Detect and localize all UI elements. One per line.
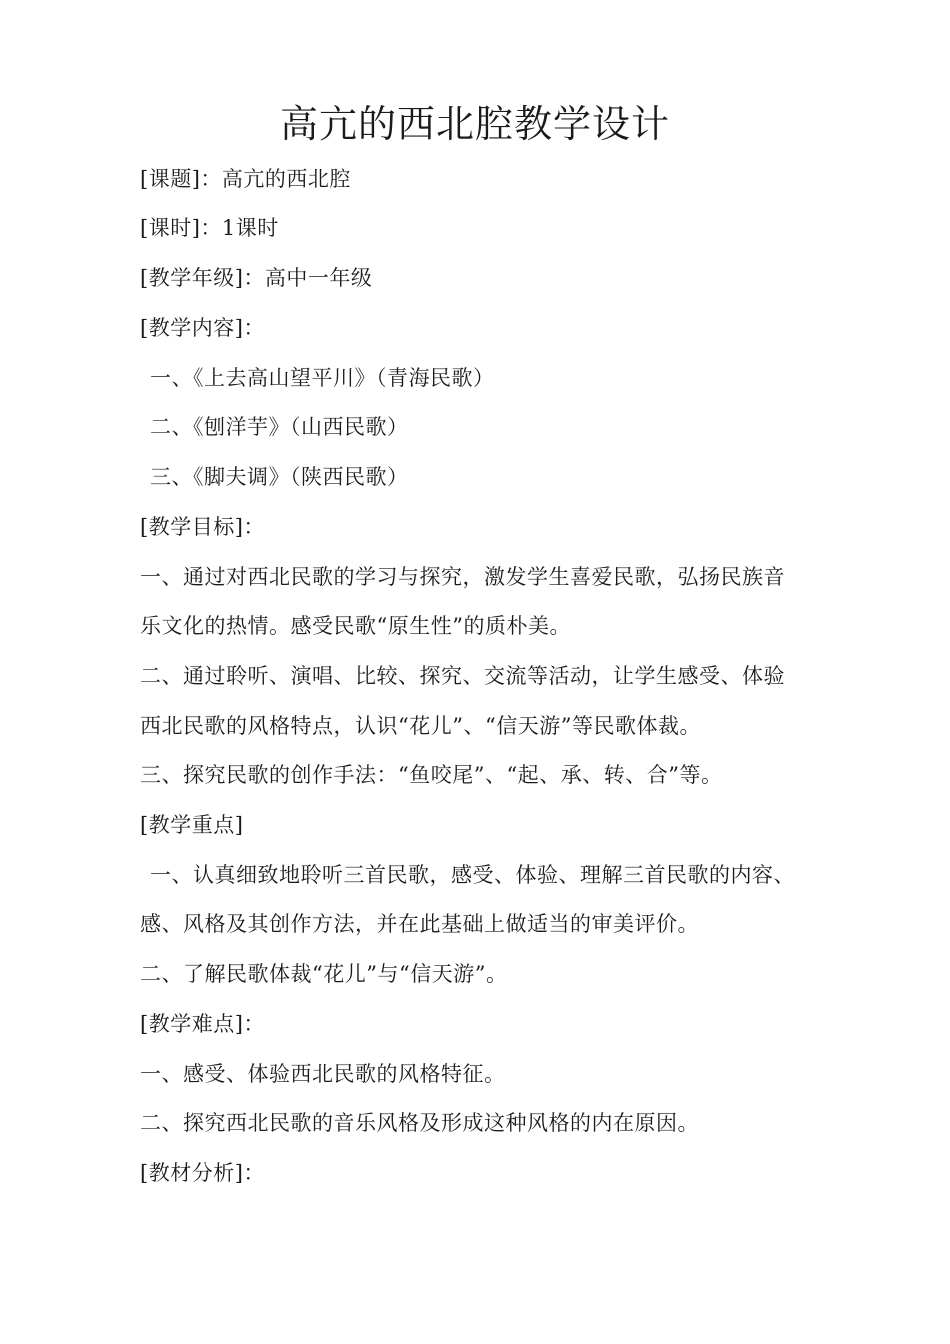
page-title: 高亢的西北腔教学设计 <box>279 102 670 146</box>
section-heading-objectives: [教学目标]： <box>140 515 265 539</box>
objective-line: 二、通过聆听、演唱、比较、探究、交流等活动，让学生感受、体验 <box>140 664 785 688</box>
course-hours: [课时]：1课时 <box>140 216 279 240</box>
section-heading-content: [教学内容]： <box>140 316 265 340</box>
key-point-line: 一、认真细致地聆听三首民歌，感受、体验、理解三首民歌的内容、 <box>150 863 795 887</box>
section-heading-analysis: [教材分析]： <box>140 1161 265 1185</box>
objective-line: 乐文化的热情。感受民歌“原生性”的质朴美。 <box>140 614 571 638</box>
key-point-line: 感、风格及其创作方法，并在此基础上做适当的审美评价。 <box>140 912 699 936</box>
content-item: 二、《刨洋芋》（山西民歌） <box>150 415 409 439</box>
difficulty-line: 二、探究西北民歌的音乐风格及形成这种风格的内在原因。 <box>140 1111 699 1135</box>
objective-line: 三、探究民歌的创作手法：“鱼咬尾”、“起、承、转、合”等。 <box>140 763 723 787</box>
objective-line: 西北民歌的风格特点，认识“花儿”、“信天游”等民歌体裁。 <box>140 714 701 738</box>
content-item: 三、《脚夫调》（陕西民歌） <box>150 465 409 489</box>
key-point-line: 二、了解民歌体裁“花儿”与“信天游”。 <box>140 962 508 986</box>
objective-line: 一、通过对西北民歌的学习与探究，激发学生喜爱民歌，弘扬民族音 <box>140 565 785 589</box>
section-heading-difficulties: [教学难点]： <box>140 1012 265 1036</box>
grade-level: [教学年级]：高中一年级 <box>140 266 373 290</box>
difficulty-line: 一、感受、体验西北民歌的风格特征。 <box>140 1062 506 1086</box>
content-item: 一、《上去高山望平川》（青海民歌） <box>150 366 495 390</box>
course-topic: [课题]：高亢的西北腔 <box>140 167 351 191</box>
section-heading-key-points: [教学重点] <box>140 813 244 837</box>
